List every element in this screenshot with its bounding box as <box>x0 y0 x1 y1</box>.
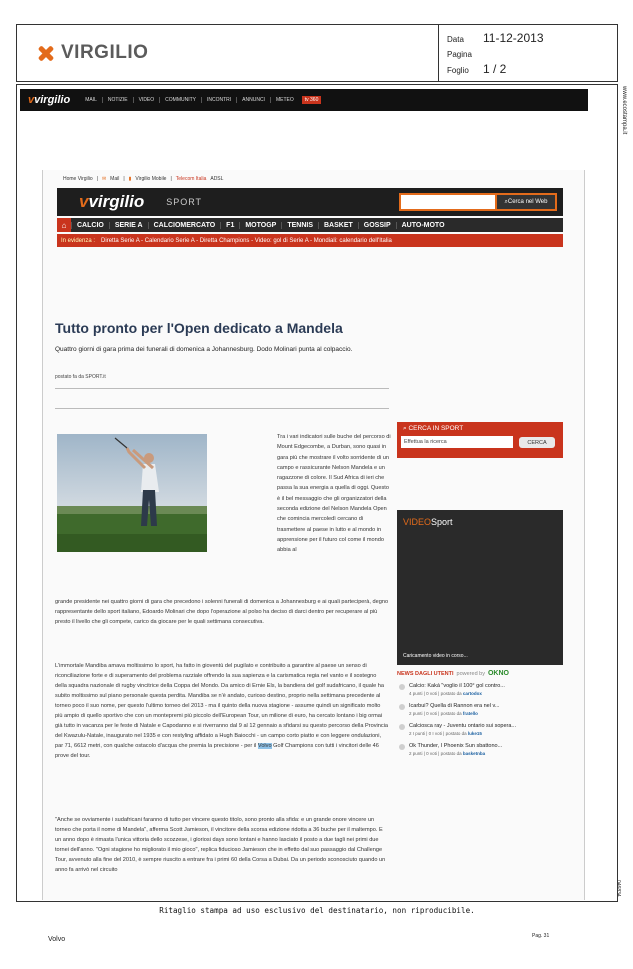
clipping-page: Pag. 31 <box>532 933 550 939</box>
tv-badge[interactable]: tv 360 <box>302 96 322 104</box>
virgilio-mark-icon <box>35 45 57 61</box>
news-bullet-icon <box>399 724 405 730</box>
sport-search-input[interactable]: Effettua la ricerca <box>401 436 513 448</box>
portal-nav-incontri[interactable]: INCONTRI <box>201 97 236 103</box>
section-name: SPORT <box>166 197 203 207</box>
user-news-header: NEWS DAGLI UTENTI powered by OKNO <box>397 670 509 677</box>
sport-search-button[interactable]: CERCA <box>519 437 555 448</box>
article-byline: postato fa da SPORT.it <box>55 374 106 380</box>
portal-topbar <box>20 89 588 111</box>
pagina-label: Pagina <box>447 50 472 59</box>
video-loading-text: Caricamento video in corso... <box>403 653 468 659</box>
utility-links: Home Virgilio | ✉ Mail | ▮ Virgilio Mobile | Telecom Italia ADSL <box>63 176 224 182</box>
news-item[interactable]: Calcio: Kaká "voglio il 100° gol contro... 4 punti | 0 voti | postato da cartodox <box>397 683 563 697</box>
portal-nav-annunci[interactable]: ANNUNCI <box>236 97 270 103</box>
site-header <box>57 188 563 216</box>
divider <box>55 388 389 389</box>
news-item[interactable]: Calciosca ray - Juventu ontario sui sopera... 2 I punti | 0 I voti | postato da luke15 <box>397 723 563 737</box>
portal-nav <box>80 97 299 103</box>
divider <box>55 408 389 409</box>
news-title[interactable]: Ok Thunder, I Phoenix Sun sbattono... <box>409 743 503 749</box>
okno-logo: OKNO <box>487 670 509 677</box>
news-title[interactable]: Calcio: Kaká "voglio il 100° gol contro... <box>409 683 505 689</box>
in-evidence-bar <box>57 234 563 247</box>
highlighted-keyword: Volvo <box>257 743 272 749</box>
article-photo-golfer <box>57 434 207 552</box>
cat-auto-moto[interactable]: AUTO-MOTO <box>396 222 450 229</box>
portal-nav-meteo[interactable]: METEO <box>270 97 299 103</box>
search-icon: ⌕ <box>403 425 409 432</box>
cat-calcio[interactable]: CALCIO <box>71 222 109 229</box>
clipping-meta <box>439 25 617 81</box>
source-url: www.ecostampa.it <box>621 86 627 135</box>
cat-basket[interactable]: BASKET <box>318 222 358 229</box>
article-subtitle: Quattro giorni di gara prima dei funerali di domenica a Johannesburg. Dodo Molinari punta al colpaccio. <box>55 346 353 353</box>
foglio-value: 1 / 2 <box>483 62 507 76</box>
web-search-button[interactable]: ⌕ Cerca nel Web <box>497 195 555 209</box>
data-label: Data <box>447 35 464 44</box>
article-title: Tutto pronto per l'Open dedicato a Mandela <box>55 320 343 336</box>
util-home-link[interactable]: Home Virgilio <box>63 176 93 182</box>
news-bullet-icon <box>399 744 405 750</box>
foglio-label: Foglio <box>447 66 469 75</box>
util-mobile-link[interactable]: Virgilio Mobile <box>135 176 167 182</box>
news-title[interactable]: Calciosca ray - Juventu ontario sui sopera... <box>409 723 516 729</box>
site-logo[interactable]: vvirgilio <box>79 192 145 211</box>
web-search <box>399 193 557 211</box>
clipping-disclaimer: Ritaglio stampa ad uso esclusivo del destinatario, non riproducibile. <box>159 906 475 915</box>
article-paragraph: grande presidente nei quattro giorni di gara che precedono i solenni funerali di domenica a Johannesburg e ai quali parteciperà, degno rappresentante dello sport italiano, Edoardo Molinari che dopo l'operazione al polso ha deciso di darci dentro per recuperare al più presto il livello che gli compete, carico da giocare per le quali settimana consecutiva. <box>55 599 389 625</box>
data-value: 11-12-2013 <box>483 31 544 45</box>
news-title[interactable]: Icarbui? Quella di Rannon era nel v... <box>409 703 500 709</box>
cat-f1[interactable]: F1 <box>220 222 239 229</box>
cat-gossip[interactable]: GOSSIP <box>358 222 396 229</box>
portal-nav-community[interactable]: COMMUNITY <box>159 97 201 103</box>
util-adsl-link[interactable]: ADSL <box>210 176 224 182</box>
mail-icon: ✉ <box>101 176 107 182</box>
clip-code: 046834 <box>615 880 621 897</box>
mobile-icon: ▮ <box>128 176 132 182</box>
news-item[interactable]: Ok Thunder, I Phoenix Sun sbattono... 2 punti | 0 voti | postato da basketnba <box>397 743 563 757</box>
video-sport-player[interactable] <box>397 510 563 665</box>
home-icon[interactable]: ⌂ <box>57 218 71 232</box>
video-sport-title: VIDEOSport <box>403 517 453 527</box>
portal-logo[interactable]: vvirgilio <box>28 94 71 106</box>
cat-motogp[interactable]: MOTOGP <box>239 222 281 229</box>
sport-search-title: ⌕ CERCA IN SPORT <box>403 425 464 432</box>
util-telecom-link[interactable]: Telecom Italia <box>175 176 207 182</box>
search-icon: ⌕ <box>504 198 508 205</box>
news-bullet-icon <box>399 704 405 710</box>
portal-nav-mail[interactable]: MAIL <box>85 97 97 103</box>
in-evidence-label: In evidenza : <box>61 237 96 244</box>
in-evidence-links[interactable]: Diretta Serie A - Calendario Serie A - Diretta Champions - Video: gol di Serie A - Mondiali: calendario dell'Italia <box>101 237 392 244</box>
article-paragraph: "Anche se ovviamente i sudafricani faranno di tutto per vincere questo titolo, sono pronto alla sfida: e un grande onore vincere un torneo che porta il nome di Mandela", afferma Scott Jamieson, il vincitore della scorsa edizione ridotta a 36 buche per il maltempo. E un anno dopo è rimasta l'unica vittoria dello scozzese, i gloriosi days sono lontani e hanno lasciato il posto a due tagli nei primi due tornei dell'anno. "Ogni stagione ho migliorato il mio gioco", replica fiducioso Jamieson che in effetto dal suo passaggio dal Challenge Tour, avvenuto alla fine del 2010, è sempre riuscito a entrare fra i primi 60 della Corsa a Dubai. Da un periodo sconosciuto quando un anno fa arrivò nel circuito <box>55 817 386 873</box>
user-news-box <box>397 670 563 757</box>
clipping-header <box>16 24 618 82</box>
cat-calciomercato[interactable]: CALCIOMERCATO <box>148 222 221 229</box>
publication-name: VIRGILIO <box>61 42 149 63</box>
portal-nav-video[interactable]: VIDEO <box>133 97 160 103</box>
publication-logo <box>17 25 439 81</box>
cat-serie-a[interactable]: SERIE A <box>109 222 148 229</box>
news-bullet-icon <box>399 684 405 690</box>
portal-nav-notizie[interactable]: NOTIZIE <box>102 97 133 103</box>
webpage <box>42 170 585 900</box>
category-nav <box>57 218 563 232</box>
cat-tennis[interactable]: TENNIS <box>281 222 318 229</box>
article-paragraph: L'immortale Mandiba amava moltissimo lo sport, ha fatto in gioventù del pugilato e contribuito a garantire al paese un senso di riconciliazione forte e di superamento del problema razziale offrendo la sua sapienza e la carismatica regia nel vanto e il sostegno della squadra nazionale di rugby vincitrice della Coppa del Mondo. Da amico di Ernie Els, la bandiera del golf sudafricano, il quale ha subito moltissimo sul piano personale questa perdita. Mandiba se n'è andato, curioso destino, proprio nella settimana precedente al torneo poco il suo nome, per questo l'ultimo torneo del 2013 - ma il quinto della nuova stagione - assume quindi un significato molto più ampio di quello sportivo che con un montepremi più piccolo dell'European Tour, un milione di euro, ha cercato lontano i big ormai già tutto in vacanza per le feste di Natale e Capodanno e si riverranno dal 9 al 12 gennaio a sfidarsi su questo percorso della Provincia del Kwazulu-Natale, inaugurato nel 1935 e con restyling affidato a Hugh Baiocchi - un campo corto piatto e con leggere ondulazioni, par 71, 6612 metri, con qualche ostacolo d'acqua che premia la precisione - per il Volvo Golf Champions con tutti i vincitori delle 46 prove del tour. <box>55 663 389 759</box>
article-column-text: Tra i vari indicatori sulle buche del percorso di Mount Edgecombe, a Durban, sono quasi in gara più che mostrare il volto sorridente di un campo e rassicurante Nelson Mandela e un ragazzone di colore. Il Sud Africa di ieri che passa la sua energia a quella di oggi. Questo è il bel messaggio che gli organizzatori della seconda edizione del Nelson Mandela Open che comincia mercoledì cercano di trasmettere al paese in lutto e al mondo in apprensione per il futuro col come il mondo abbia al <box>277 434 391 554</box>
web-search-input[interactable] <box>401 195 495 209</box>
news-item[interactable]: Icarbui? Quella di Rannon era nel v... 2 punti | 0 voti | postato da fratello <box>397 703 563 717</box>
sport-search-box <box>397 422 563 458</box>
clipping-keyword: Volvo <box>48 936 66 943</box>
util-mail-link[interactable]: Mail <box>110 176 120 182</box>
